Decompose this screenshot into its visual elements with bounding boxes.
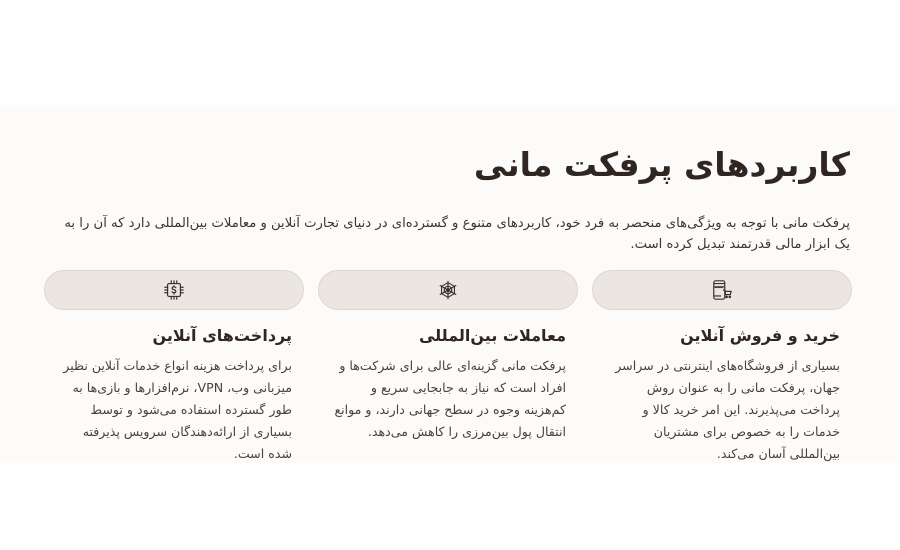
feature-cards (44, 270, 852, 465)
card-icon-pill[interactable] (592, 270, 852, 310)
section-title: کاربردهای پرفکت مانی (473, 145, 850, 184)
card-online-shopping (592, 270, 852, 465)
mobile-shop-cart-icon (711, 279, 733, 301)
card-title: پرداخت‌های آنلاین (152, 326, 292, 345)
card-text: بسیاری از فروشگاه‌های اینترنتی در سراسر جهان، پرفکت مانی را به عنوان روش پرداخت می‌پذیرند. این امر خرید کالا و خدمات را به خصوص برای مشتریان بین‌المللی آسان می‌کند. (615, 358, 840, 461)
card-online-payments (44, 270, 304, 465)
card-text: پرفکت مانی گزینه‌ای عالی برای شرکت‌ها و افراد است که نیاز به جابجایی سریع و کم‌هزینه وجوه در سطح جهانی دارند، و موانع انتقال پول بین‌مرزی را کاهش می‌دهد. (334, 358, 566, 439)
card-text: برای پرداخت هزینه انواع خدمات آنلاین نظیر میزبانی وب، VPN، نرم‌افزارها و بازی‌ها به طور گسترده استفاده می‌شود و توسط بسیاری از ارائه‌دهندگان سرویس پذیرفته شده است. (63, 358, 292, 461)
card-title: معاملات بین‌المللی (418, 326, 566, 345)
card-international-transactions (318, 270, 578, 465)
dollar-chip-icon (163, 279, 185, 301)
section-intro: پرفکت مانی با توجه به ویژگی‌های منحصر به فرد خود، کاربردهای متنوع و گسترده‌ای در دنیای تجارت آنلاین و معاملات بین‌المللی دارد که آن را به یک ابزار مالی قدرتمند تبدیل کرده است. (64, 216, 850, 252)
applications-section (0, 105, 900, 463)
card-icon-pill[interactable] (44, 270, 304, 310)
spider-web-icon (437, 279, 459, 301)
card-title: خرید و فروش آنلاین (680, 326, 840, 345)
card-icon-pill[interactable] (318, 270, 578, 310)
